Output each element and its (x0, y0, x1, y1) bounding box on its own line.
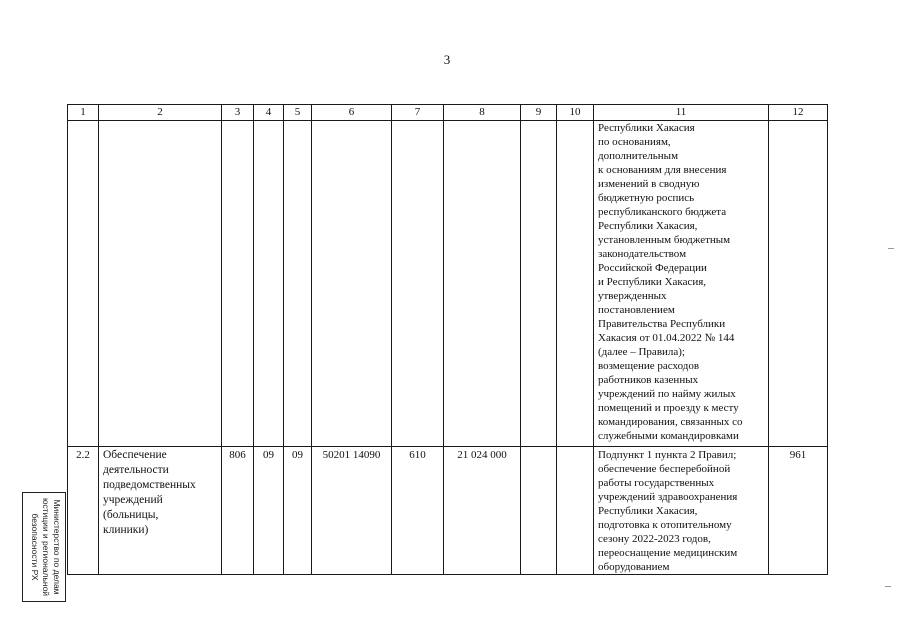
cell-code-3: 806 (222, 447, 254, 575)
cell-empty (769, 121, 828, 447)
cell-amount: 21 024 000 (444, 447, 521, 575)
cell-col-10 (557, 447, 594, 575)
table-row-continuation (68, 121, 828, 447)
table-row-2-2 (68, 447, 828, 575)
cell-purpose: Обеспечение деятельности подведомственных учреждений (больницы, клиники) (99, 447, 222, 575)
col-header-10: 10 (557, 105, 594, 121)
cell-code-6: 50201 14090 (312, 447, 392, 575)
cell-code-4: 09 (254, 447, 284, 575)
cell-empty (68, 121, 99, 447)
col-header-3: 3 (222, 105, 254, 121)
cell-basis-text: Республики Хакасия по основаниям, дополнительным к основаниям для внесения изменений в сводную бюджетную роспись республиканского бюджета Республики Хакасия, установленным бюджетным законодательством Российской Федерации и Республики Хакасия, утвержденных постановлением Правительства Республики Хакасия от 01.04.2022 № 144 (далее – Правила); возмещение расходов работников казенных учреждений по найму жилых помещений и проезду к месту командирования, связанных со служебными командировками (594, 121, 769, 447)
cell-empty (99, 121, 222, 447)
cell-col-9 (521, 447, 557, 575)
margin-mark (888, 248, 894, 249)
col-header-11: 11 (594, 105, 769, 121)
cell-empty (392, 121, 444, 447)
cell-code-7: 610 (392, 447, 444, 575)
cell-code-5: 09 (284, 447, 312, 575)
page-number: 3 (443, 52, 451, 67)
stamp-text: Министерство по делам юстиции и региональной безопасности РХ (22, 492, 66, 602)
cell-empty (312, 121, 392, 447)
cell-empty (254, 121, 284, 447)
col-header-6: 6 (312, 105, 392, 121)
col-header-1: 1 (68, 105, 99, 121)
cell-basis-text: Подпункт 1 пункта 2 Правил; обеспечение бесперебойной работы государственных учреждений здравоохранения Республики Хакасия, подготовка к отопительному сезону 2022-2023 годов, переоснащение медицинским оборудованием (594, 447, 769, 575)
col-header-12: 12 (769, 105, 828, 121)
col-header-4: 4 (254, 105, 284, 121)
cell-col-12: 961 (769, 447, 828, 575)
col-header-7: 7 (392, 105, 444, 121)
cell-empty (444, 121, 521, 447)
cell-empty (284, 121, 312, 447)
budget-table (67, 104, 828, 575)
col-header-8: 8 (444, 105, 521, 121)
margin-mark (885, 586, 891, 587)
col-header-5: 5 (284, 105, 312, 121)
cell-empty (222, 121, 254, 447)
cell-empty (557, 121, 594, 447)
cell-empty (521, 121, 557, 447)
registration-stamp (22, 492, 66, 602)
cell-row-number: 2.2 (68, 447, 99, 575)
col-header-2: 2 (99, 105, 222, 121)
col-header-9: 9 (521, 105, 557, 121)
header-row (68, 105, 828, 121)
